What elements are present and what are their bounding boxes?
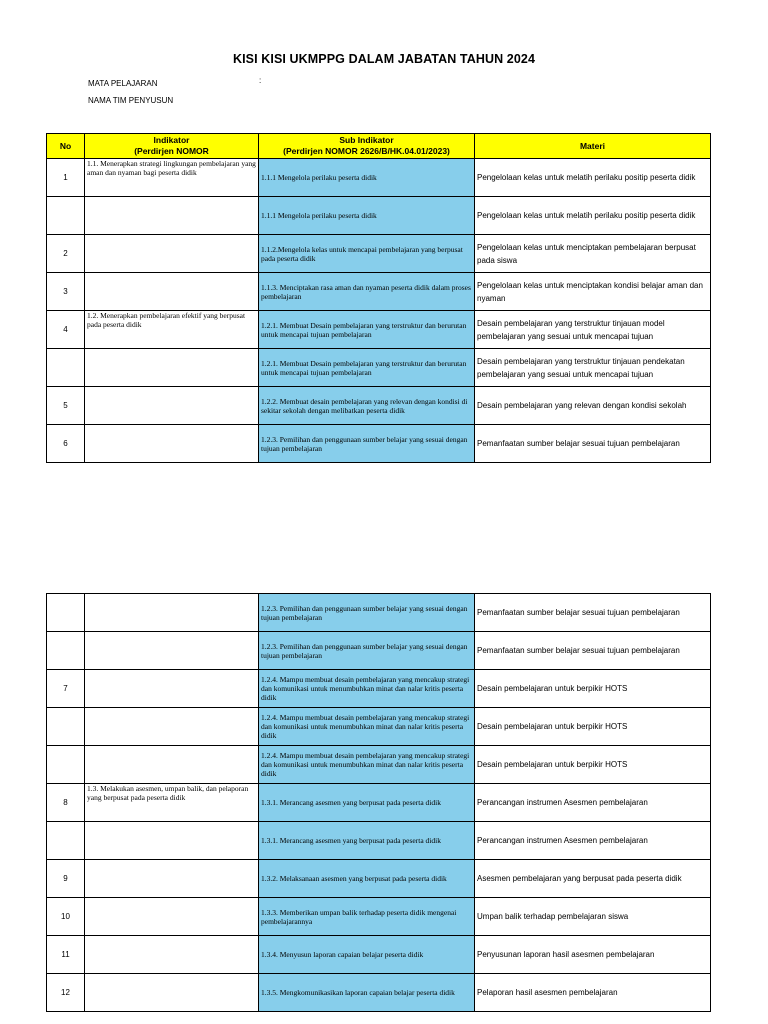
cell-materi: Desain pembelajaran untuk berpikir HOTS <box>475 746 711 784</box>
cell-materi: Desain pembelajaran yang relevan dengan kondisi sekolah <box>475 387 711 425</box>
cell-no: 3 <box>47 273 85 311</box>
kisi-kisi-table-1 <box>46 133 711 463</box>
nama-tim-penyusun-label: NAMA TIM PENYUSUN <box>88 96 174 105</box>
header-no: No <box>47 134 85 159</box>
cell-indikator <box>85 936 259 974</box>
document-title: KISI KISI UKMPPG DALAM JABATAN TAHUN 2024 <box>232 52 536 66</box>
cell-sub-indikator: 1.3.5. Mengkomunikasikan laporan capaian belajar peserta didik <box>259 974 475 1012</box>
cell-no: 6 <box>47 425 85 463</box>
cell-no <box>47 708 85 746</box>
cell-indikator <box>85 235 259 273</box>
cell-indikator: 1.2. Menerapkan pembelajaran efektif yang berpusat pada peserta didik <box>85 311 259 349</box>
header-indikator-line1: Indikator <box>153 135 190 145</box>
cell-indikator <box>85 349 259 387</box>
header-indikator <box>85 134 259 159</box>
table-row <box>47 936 711 974</box>
table-row <box>47 273 711 311</box>
cell-no: 4 <box>47 311 85 349</box>
cell-sub-indikator: 1.2.1. Membuat Desain pembelajaran yang terstruktur dan berurutan untuk mencapai tujuan pembelajaran <box>259 311 475 349</box>
table-row <box>47 159 711 197</box>
cell-sub-indikator: 1.3.2. Melaksanaan asesmen yang berpusat pada peserta didik <box>259 860 475 898</box>
cell-indikator <box>85 197 259 235</box>
table-row <box>47 708 711 746</box>
table-row <box>47 974 711 1012</box>
header-sub-indikator-line1: Sub Indikator <box>339 135 394 145</box>
cell-no: 11 <box>47 936 85 974</box>
table-row <box>47 425 711 463</box>
cell-sub-indikator: 1.1.2.Mengelola kelas untuk mencapai pembelajaran yang berpusat pada peserta didik <box>259 235 475 273</box>
cell-sub-indikator: 1.2.2. Membuat desain pembelajaran yang relevan dengan kondisi di sekitar sekolah dengan melibatkan peserta didik <box>259 387 475 425</box>
cell-no: 2 <box>47 235 85 273</box>
table-header-row <box>47 134 711 159</box>
table-row <box>47 746 711 784</box>
cell-materi: Pengelolaan kelas untuk menciptakan kondisi belajar aman dan nyaman <box>475 273 711 311</box>
table-row <box>47 349 711 387</box>
cell-sub-indikator: 1.2.3. Pemilihan dan penggunaan sumber belajar yang sesuai dengan tujuan pembelajaran <box>259 632 475 670</box>
header-indikator-line2: (Perdirjen NOMOR <box>134 146 209 156</box>
cell-sub-indikator: 1.2.3. Pemilihan dan penggunaan sumber belajar yang sesuai dengan tujuan pembelajaran <box>259 425 475 463</box>
cell-indikator <box>85 974 259 1012</box>
cell-materi: Pemanfaatan sumber belajar sesuai tujuan pembelajaran <box>475 632 711 670</box>
cell-no: 8 <box>47 784 85 822</box>
cell-sub-indikator: 1.1.1 Mengelola perilaku peserta didik <box>259 197 475 235</box>
header-materi: Materi <box>475 134 711 159</box>
cell-materi: Desain pembelajaran yang terstruktur tinjauan pendekatan pembelajaran yang sesuai untuk mencapai tujuan <box>475 349 711 387</box>
cell-materi: Pelaporan hasil asesmen pembelajaran <box>475 974 711 1012</box>
cell-indikator <box>85 273 259 311</box>
cell-no <box>47 746 85 784</box>
cell-no: 1 <box>47 159 85 197</box>
table-row <box>47 387 711 425</box>
cell-sub-indikator: 1.2.3. Pemilihan dan penggunaan sumber belajar yang sesuai dengan tujuan pembelajaran <box>259 594 475 632</box>
cell-materi: Pemanfaatan sumber belajar sesuai tujuan pembelajaran <box>475 425 711 463</box>
cell-materi: Desain pembelajaran yang terstruktur tinjauan model pembelajaran yang sesuai untuk mencapai tujuan <box>475 311 711 349</box>
mata-pelajaran-label: MATA PELAJARAN <box>88 79 158 88</box>
cell-indikator <box>85 387 259 425</box>
table-row <box>47 235 711 273</box>
cell-indikator: 1.1. Menerapkan strategi lingkungan pembelajaran yang aman dan nyaman bagi peserta didik <box>85 159 259 197</box>
cell-indikator <box>85 425 259 463</box>
cell-sub-indikator: 1.1.1 Mengelola perilaku peserta didik <box>259 159 475 197</box>
cell-materi: Pemanfaatan sumber belajar sesuai tujuan pembelajaran <box>475 594 711 632</box>
cell-no <box>47 632 85 670</box>
table-row <box>47 594 711 632</box>
cell-sub-indikator: 1.1.3. Menciptakan rasa aman dan nyaman peserta didik dalam proses pembelajaran <box>259 273 475 311</box>
cell-no <box>47 594 85 632</box>
cell-indikator <box>85 898 259 936</box>
cell-indikator <box>85 632 259 670</box>
cell-sub-indikator: 1.3.1. Merancang asesmen yang berpusat pada peserta didik <box>259 822 475 860</box>
mata-pelajaran-colon: : <box>259 76 262 85</box>
table-row <box>47 632 711 670</box>
header-sub-indikator <box>259 134 475 159</box>
cell-sub-indikator: 1.2.4. Mampu membuat desain pembelajaran yang mencakup strategi dan komunikasi untuk menumbuhkan minat dan nalar kritis peserta didik <box>259 746 475 784</box>
cell-no: 9 <box>47 860 85 898</box>
table-row <box>47 670 711 708</box>
cell-materi: Pengelolaan kelas untuk melatih perilaku positip peserta didik <box>475 159 711 197</box>
cell-materi: Penyusunan laporan hasil asesmen pembelajaran <box>475 936 711 974</box>
cell-indikator <box>85 708 259 746</box>
cell-sub-indikator: 1.3.1. Merancang asesmen yang berpusat pada peserta didik <box>259 784 475 822</box>
cell-no: 5 <box>47 387 85 425</box>
cell-materi: Pengelolaan kelas untuk menciptakan pembelajaran berpusat pada siswa <box>475 235 711 273</box>
cell-no: 7 <box>47 670 85 708</box>
cell-indikator <box>85 822 259 860</box>
cell-materi: Desain pembelajaran untuk berpikir HOTS <box>475 708 711 746</box>
cell-indikator <box>85 860 259 898</box>
cell-materi: Desain pembelajaran untuk berpikir HOTS <box>475 670 711 708</box>
table-row <box>47 197 711 235</box>
table-row <box>47 784 711 822</box>
table-row <box>47 822 711 860</box>
header-sub-indikator-line2: (Perdirjen NOMOR 2626/B/HK.04.01/2023) <box>283 146 450 156</box>
cell-no <box>47 822 85 860</box>
cell-materi: Perancangan instrumen Asesmen pembelajaran <box>475 822 711 860</box>
cell-no: 10 <box>47 898 85 936</box>
cell-sub-indikator: 1.2.4. Mampu membuat desain pembelajaran yang mencakup strategi dan komunikasi untuk menumbuhkan minat dan nalar kritis peserta didik <box>259 670 475 708</box>
table-row <box>47 311 711 349</box>
table-row <box>47 898 711 936</box>
cell-sub-indikator: 1.3.4. Menyusun laporan capaian belajar peserta didik <box>259 936 475 974</box>
cell-materi: Umpan balik terhadap pembelajaran siswa <box>475 898 711 936</box>
cell-materi: Pengelolaan kelas untuk melatih perilaku positip peserta didik <box>475 197 711 235</box>
cell-sub-indikator: 1.2.4. Mampu membuat desain pembelajaran yang mencakup strategi dan komunikasi untuk menumbuhkan minat dan nalar kritis peserta didik <box>259 708 475 746</box>
cell-no <box>47 197 85 235</box>
table-row <box>47 860 711 898</box>
kisi-kisi-table-2 <box>46 593 711 1012</box>
cell-indikator: 1.3. Melakukan asesmen, umpan balik, dan pelaporan yang berpusat pada peserta didik <box>85 784 259 822</box>
cell-sub-indikator: 1.2.1. Membuat Desain pembelajaran yang terstruktur dan berurutan untuk mencapai tujuan pembelajaran <box>259 349 475 387</box>
cell-materi: Perancangan instrumen Asesmen pembelajaran <box>475 784 711 822</box>
cell-sub-indikator: 1.3.3. Memberikan umpan balik terhadap peserta didik mengenai pembelajarannya <box>259 898 475 936</box>
cell-no <box>47 349 85 387</box>
cell-no: 12 <box>47 974 85 1012</box>
cell-materi: Asesmen pembelajaran yang berpusat pada peserta didik <box>475 860 711 898</box>
cell-indikator <box>85 746 259 784</box>
cell-indikator <box>85 594 259 632</box>
cell-indikator <box>85 670 259 708</box>
